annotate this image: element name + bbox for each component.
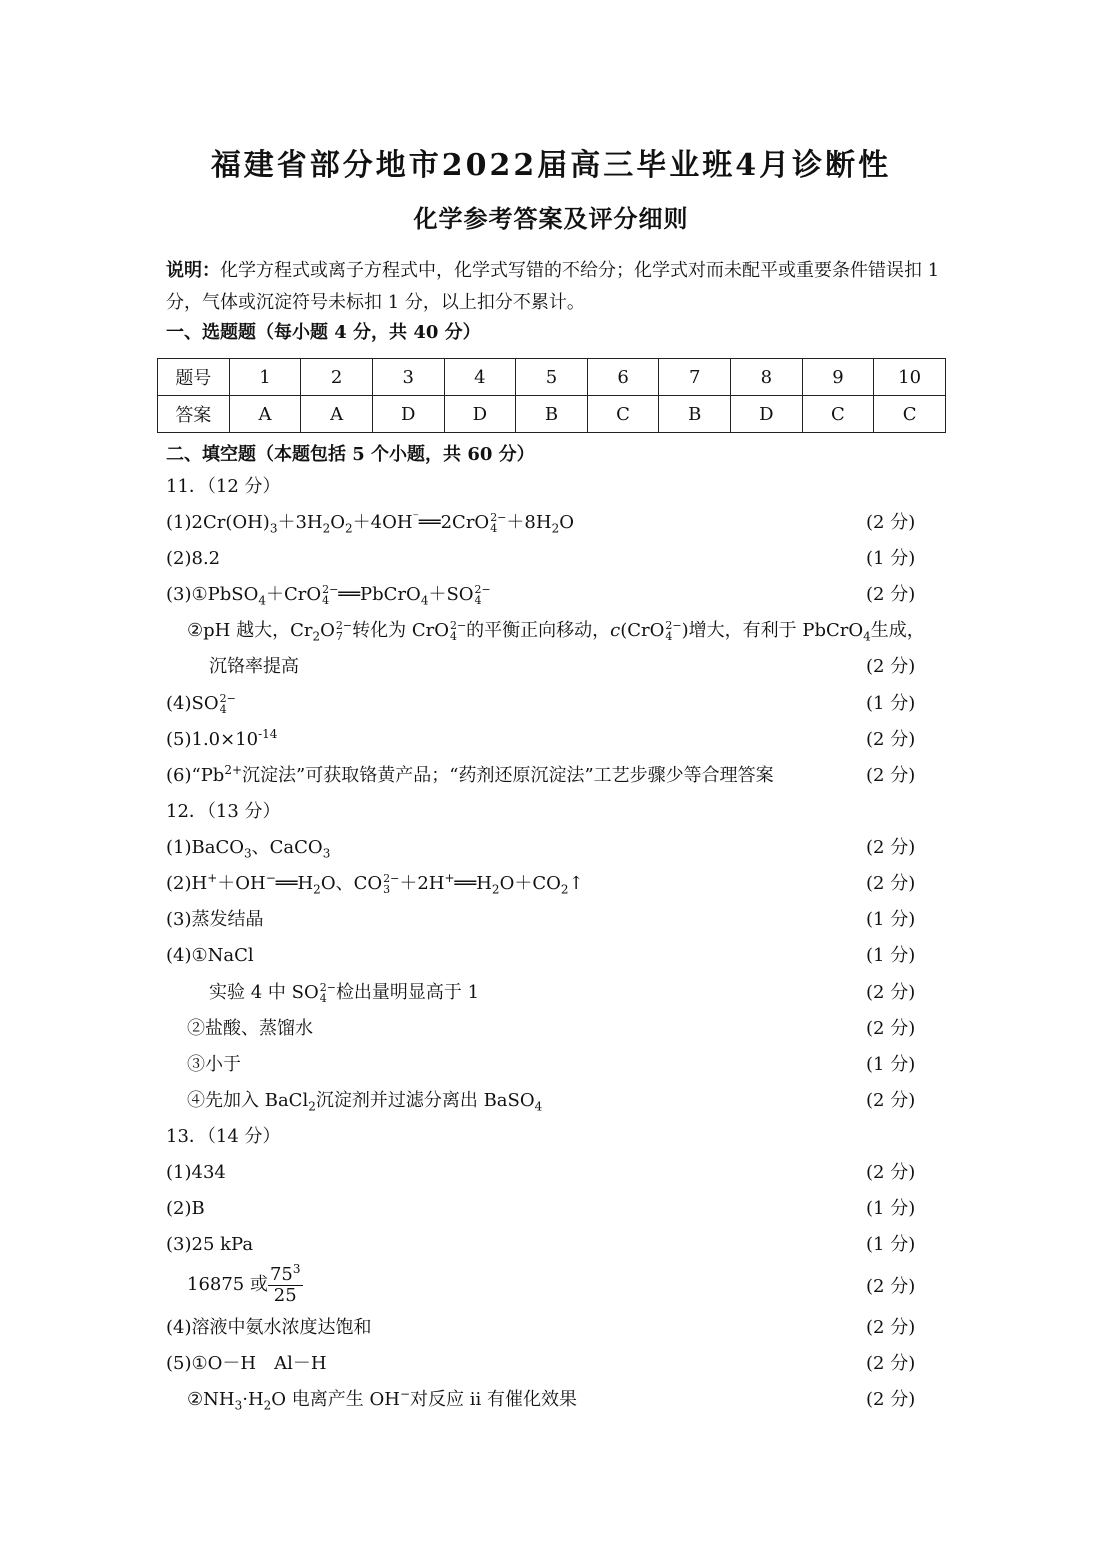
note-text: 化学方程式或离子方程式中，化学式写错的不给分；化学式对而未配平或重要条件错误扣 1 分，气体或沉淀符号未标扣 1 分，以上扣分不累计。 bbox=[166, 260, 940, 313]
answer-line: (2)B bbox=[166, 1198, 205, 1219]
score-label: (1 分) bbox=[866, 1198, 916, 1219]
page-subtitle: 化学参考答案及评分细则 bbox=[413, 204, 689, 233]
table-cell: C bbox=[587, 396, 659, 433]
answer-line: ④先加入 BaCl$_2$沉淀剂并过滤分离出 BaSO$_4$ bbox=[187, 1090, 543, 1114]
table-cell: A bbox=[229, 396, 301, 433]
score-label: (2 分) bbox=[866, 1090, 916, 1111]
table-cell: B bbox=[516, 396, 588, 433]
score-label: (2 分) bbox=[866, 1389, 916, 1410]
score-label: (2 分) bbox=[866, 1353, 916, 1374]
table-cell: D bbox=[372, 396, 444, 433]
table-cell: 10 bbox=[874, 359, 946, 396]
answer-line: (3)25 kPa bbox=[166, 1234, 254, 1255]
answer-line: (4)①NaCl bbox=[166, 945, 254, 966]
table-cell: 3 bbox=[372, 359, 444, 396]
score-label: (2 分) bbox=[866, 512, 916, 533]
answer-line: (4)SO 2− 4 bbox=[166, 692, 236, 716]
answer-line: (1)434 bbox=[166, 1162, 226, 1183]
table-row-answers bbox=[158, 396, 946, 433]
score-label: (1 分) bbox=[866, 1234, 916, 1255]
answer-line: ②盐酸、蒸馏水 bbox=[187, 1018, 313, 1039]
table-cell: D bbox=[444, 396, 516, 433]
table-cell: 8 bbox=[731, 359, 803, 396]
question-11-header: 11．（12 分） bbox=[166, 476, 281, 497]
table-cell: 2 bbox=[301, 359, 373, 396]
table-row-numbers bbox=[158, 359, 946, 396]
table-cell: 6 bbox=[587, 359, 659, 396]
answer-line: (1)BaCO$_3$、CaCO$_3$ bbox=[166, 837, 331, 861]
note-label: 说明： bbox=[166, 260, 220, 281]
answer-line: ③小于 bbox=[187, 1054, 241, 1075]
score-label: (2 分) bbox=[866, 584, 916, 605]
answer-line: $(1)2Cr(OH)_3+3H_2O_2+4OH^{^-}══2CrO$ 2− 4 $+8H_2O$ bbox=[166, 510, 574, 536]
score-label: (2 分) bbox=[866, 1018, 916, 1039]
answer-line: $(6)“Pb^{2+}$沉淀法”可获取铬黄产品；“药剂还原沉淀法”工艺步骤少等合理答案 bbox=[166, 763, 774, 786]
answer-table bbox=[157, 358, 946, 433]
answer-line: ②pH 越大，$Cr_2O$ 2− 7 转化为 CrO 2− 4 的平衡正向移动，c(CrO 2− 4 )增大，有利于 PbCrO$_4$生成， bbox=[187, 619, 925, 644]
question-12-header: 12．（13 分） bbox=[166, 801, 281, 822]
answer-line: (2)8.2 bbox=[166, 548, 221, 569]
score-label: (2 分) bbox=[866, 1317, 916, 1338]
table-cell: 5 bbox=[516, 359, 588, 396]
answer-line: (3)①PbSO$_4$＋CrO 2− 4 ══PbCrO$_4$＋SO 2− 4 bbox=[166, 583, 491, 608]
table-cell: A bbox=[301, 396, 373, 433]
score-label: (2 分) bbox=[866, 1162, 916, 1183]
score-label: (2 分) bbox=[866, 656, 916, 677]
score-label: (2 分) bbox=[866, 873, 916, 894]
table-cell: C bbox=[874, 396, 946, 433]
page-title: 福建省部分地市2022届高三毕业班4月诊断性 bbox=[210, 148, 892, 183]
score-label: (1 分) bbox=[866, 693, 916, 714]
score-label: (1 分) bbox=[866, 909, 916, 930]
table-cell-label: 答案 bbox=[158, 396, 230, 433]
answer-line: $(5)1.0\times 10^{-14}$ bbox=[166, 727, 278, 750]
table-cell: D bbox=[731, 396, 803, 433]
explanation-note bbox=[166, 255, 946, 319]
table-cell-label: 题号 bbox=[158, 359, 230, 396]
table-cell: B bbox=[659, 396, 731, 433]
section-multiple-choice-heading: 一、选题题（每小题 4 分，共 40 分） bbox=[166, 322, 481, 343]
score-label: (2 分) bbox=[866, 765, 916, 786]
score-label: (1 分) bbox=[866, 548, 916, 569]
fraction: $\frac{75^3}{25}$ bbox=[269, 1261, 301, 1306]
table-cell: 7 bbox=[659, 359, 731, 396]
score-label: (2 分) bbox=[866, 982, 916, 1003]
answer-line: 沉铬率提高 bbox=[209, 656, 299, 677]
answer-line: 16875 或 $\frac{75^3}{25}$ bbox=[187, 1261, 301, 1306]
score-label: (2 分) bbox=[866, 837, 916, 858]
answer-line: (3)蒸发结晶 bbox=[166, 909, 264, 930]
table-cell: C bbox=[802, 396, 874, 433]
score-label: (1 分) bbox=[866, 1054, 916, 1075]
answer-line: $(2)H^++OH^-══H_2O$、CO 2− 3 $+2H^+══H_2O+CO_2↑$ bbox=[166, 871, 584, 897]
answer-line: $②NH_3\cdot H_2O$ 电离产生 OH−对反应 ii 有催化效果 bbox=[187, 1387, 577, 1413]
table-cell: 1 bbox=[229, 359, 301, 396]
answer-line: 实验 4 中 SO 2− 4 检出量明显高于 1 bbox=[209, 981, 480, 1005]
section-fill-in-heading: 二、填空题（本题包括 5 个小题，共 60 分） bbox=[166, 444, 535, 465]
score-label: (2 分) bbox=[866, 1276, 916, 1297]
table-cell: 9 bbox=[802, 359, 874, 396]
question-13-header: 13．（14 分） bbox=[166, 1126, 281, 1147]
answer-line: (5)①O－H Al－H bbox=[166, 1353, 327, 1374]
table-cell: 4 bbox=[444, 359, 516, 396]
answer-line: (4)溶液中氨水浓度达饱和 bbox=[166, 1317, 372, 1338]
score-label: (1 分) bbox=[866, 945, 916, 966]
score-label: (2 分) bbox=[866, 729, 916, 750]
